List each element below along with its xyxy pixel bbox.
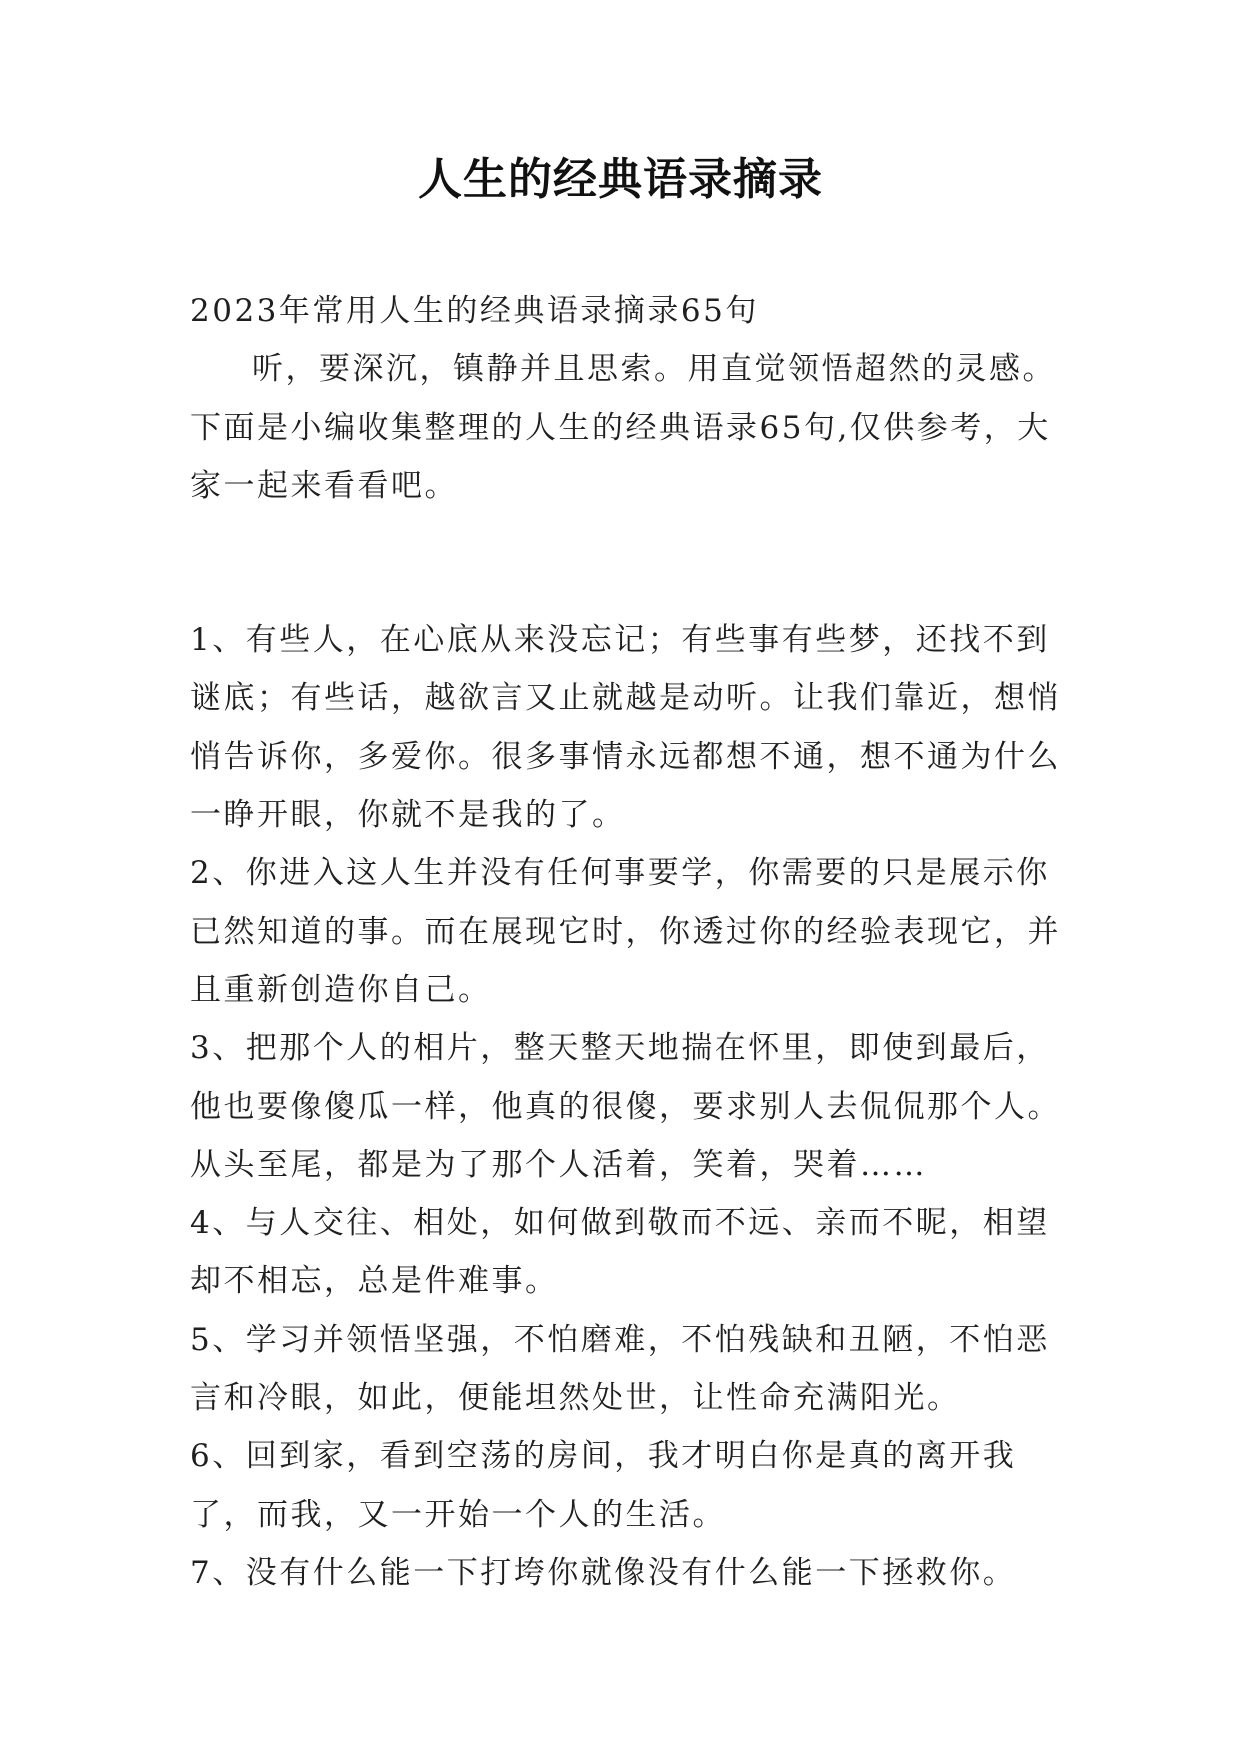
paragraph-spacer [190, 515, 1080, 611]
document-title: 人生的经典语录摘录 [418, 154, 823, 205]
quote-5: 5、学习并领悟坚强，不怕磨难，不怕残缺和丑陋，不怕恶言和冷眼，如此，便能坦然处世，让性命充满阳光。 [190, 1321, 1050, 1417]
quote-7: 7、没有什么能一下打垮你就像没有什么能一下拯救你。 [190, 1554, 1017, 1591]
quote-3: 3、把那个人的相片，整天整天地揣在怀里，即使到最后，他也要像傻瓜一样，他真的很傻，要求别人去侃侃那个人。从头至尾，都是为了那个人活着，笑着，哭着…… [190, 1030, 1061, 1183]
quote-6: 6、回到家，看到空荡的房间，我才明白你是真的离开我了，而我，又一开始一个人的生活。 [190, 1438, 1017, 1533]
quote-2: 2、你进入这人生并没有任何事要学，你需要的只是展示你已然知道的事。而在展现它时，你透过你的经验表现它，并且重新创造你自己。 [190, 855, 1061, 1008]
document-body [190, 282, 1080, 1602]
quote-4: 4、与人交往、相处，如何做到敬而不远、亲而不昵，相望却不相忘，总是件难事。 [190, 1205, 1050, 1300]
intro-paragraph: 听，要深沉，镇静并且思索。用直觉领悟超然的灵感。下面是小编收集整理的人生的经典语录65句,仅供参考，大家一起来看看吧。 [190, 351, 1056, 504]
quote-1: 1、有些人，在心底从来没忘记；有些事有些梦，还找不到谜底；有些话，越欲言又止就越是动听。让我们靠近，想悄悄告诉你，多爱你。很多事情永远都想不通，想不通为什么一睁开眼，你就不是我的了。 [190, 622, 1061, 834]
document-subtitle: 2023年常用人生的经典语录摘录65句 [190, 293, 759, 329]
